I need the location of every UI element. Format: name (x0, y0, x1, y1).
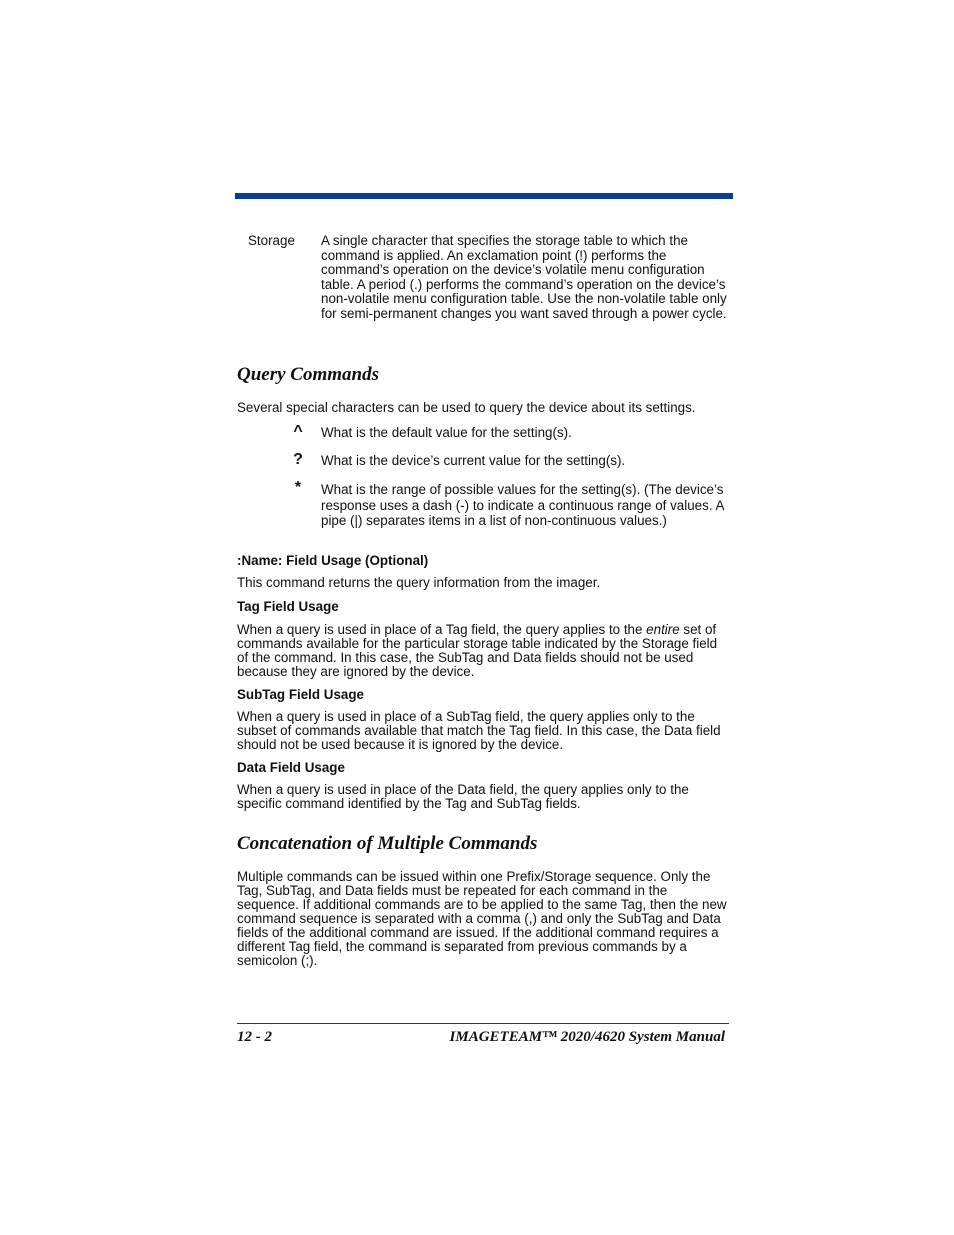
name-field-text: This command returns the query information from the imager. (237, 575, 601, 590)
subtag-field-heading: SubTag Field Usage (237, 687, 364, 702)
tag-field-emphasis: entire (646, 622, 680, 637)
header-rule (235, 193, 733, 199)
query-item-current: What is the device’s current value for the setting(s). (321, 453, 626, 468)
footer-page-number: 12 - 2 (237, 1029, 272, 1045)
data-field-text: When a query is used in place of the Data field, the query applies only to the specific command identified by the Tag and SubTag fields. (237, 782, 689, 811)
footer-rule (237, 1023, 729, 1024)
storage-term: Storage (248, 233, 295, 248)
query-symbol-default: ^ (293, 423, 303, 440)
query-commands-heading: Query Commands (237, 364, 379, 385)
query-intro: Several special characters can be used to query the device about its settings. (237, 400, 696, 415)
storage-definition: A single character that specifies the storage table to which the command is applied. An exclamation point (!) performs the command’s operation on the device’s volatile menu configuration table. A period (.) performs the command’s operation on the device’s non-volatile menu configuration table. Use the non-volatile table only for semi-permanent changes you want saved through a power cycle. (321, 233, 727, 321)
subtag-field-text: When a query is used in place of a SubTag field, the query applies only to the subset of commands available that match the Tag field. In this case, the Data field should not be used because it is ignored by the device. (237, 709, 721, 752)
name-field-heading: :Name: Field Usage (Optional) (237, 553, 429, 568)
tag-field-heading: Tag Field Usage (237, 599, 339, 614)
query-item-default: What is the default value for the setting(s). (321, 425, 572, 440)
concatenation-text: Multiple commands can be issued within one Prefix/Storage sequence. Only the Tag, SubTag, and Data fields must be repeated for each command in the sequence. If additional commands are to be applied to the same Tag, then the new command sequence is separated with a comma (,) and only the SubTag and Data fields of the additional command are issued. If the additional command requires a different Tag field, the command is separated from previous commands by a semicolon (;). (237, 869, 727, 968)
query-symbol-current: ? (293, 451, 303, 468)
concatenation-heading: Concatenation of Multiple Commands (237, 833, 538, 854)
footer-manual-title: IMAGETEAM™ 2020/4620 System Manual (449, 1029, 725, 1045)
tag-field-text: When a query is used in place of a Tag field, the query applies to the entire set of commands available for the particular storage table indicated by the Storage field of the command. In this case, the SubTag and Data fields should not be used because they are ignored by the device. (237, 622, 718, 679)
data-field-heading: Data Field Usage (237, 760, 345, 775)
query-item-range: What is the range of possible values for the setting(s). (The device’s response uses a dash (-) to indicate a continuous range of values. A pipe (|) separates items in a list of non-continuous values.) (321, 482, 724, 528)
query-symbol-range: * (294, 479, 302, 496)
